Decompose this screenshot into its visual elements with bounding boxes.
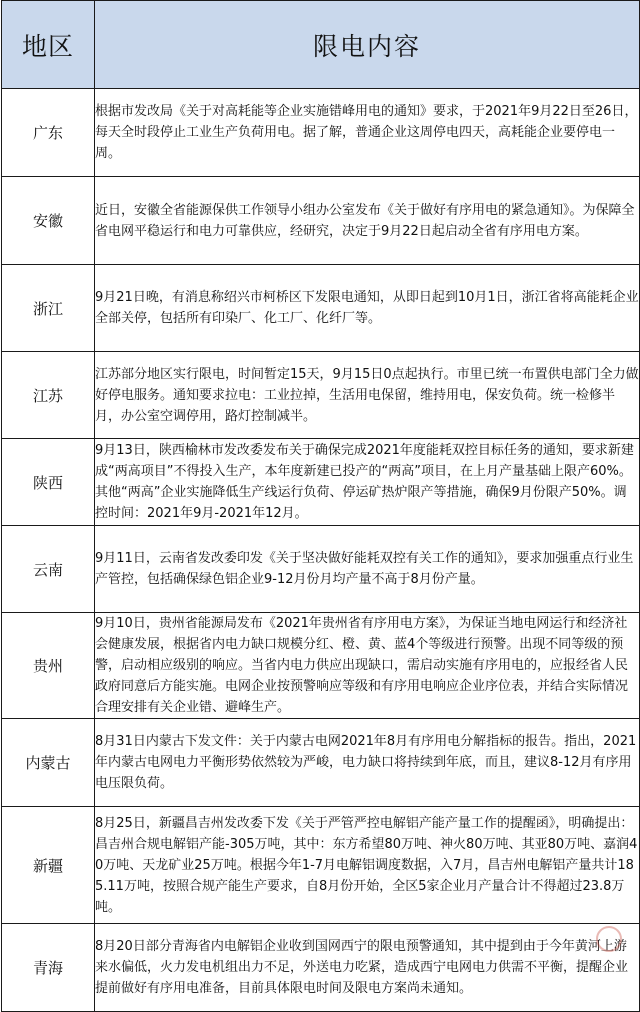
- content-cell: 9月11日，云南省发改委印发《关于坚决做好能耗双控有关工作的通知》，要求加强重点行业生产管控，包括确保绿色铝企业9-12月份月均产量不高于8月份产量。: [95, 526, 640, 613]
- table-row-guizhou: [2, 613, 640, 719]
- content-cell: 江苏部分地区实行限电，时间暂定15天，9月15日0点起执行。市里已统一布置供电部门全力做好停电服务。通知要求拉电：工业拉掉，生活用电保留，维持用电，保安负荷。统一检修半月，办公室空调停用，路灯控制减半。: [95, 352, 640, 439]
- table-row-yunnan: [2, 526, 640, 613]
- region-cell: 云南: [2, 526, 95, 613]
- region-cell: 新疆: [2, 807, 95, 924]
- content-cell: 9月13日，陕西榆林市发改委发布关于确保完成2021年度能耗双控目标任务的通知，要求新建成“两高项目”不得投入生产，本年度新建已投产的“两高”项目，在上月产量基础上限产60%。其他“两高”企业实施降低生产线运行负荷、停运矿热炉限产等措施，确保9月份限产50%。调控时间：2021年9月-2021年12月。: [95, 439, 640, 526]
- watermark-logo-icon: [596, 926, 622, 952]
- content-cell: 9月10日，贵州省能源局发布《2021年贵州省有序用电方案》，为保证当地电网运行和经济社会健康发展，根据省内电力缺口规模分红、橙、黄、蓝4个等级进行预警。出现不同等级的预警，启动相应级别的响应。当省内电力供应出现缺口，需启动实施有序用电的，应报经省人民政府同意后方能实施。电网企业按预警响应等级和有序用电响应企业序位表，并结合实际情况合理安排有关企业错、避峰生产。: [95, 613, 640, 719]
- table-row-anhui: [2, 177, 640, 265]
- watermark: [596, 926, 626, 952]
- region-cell: 浙江: [2, 265, 95, 352]
- table-row-shaanxi: [2, 439, 640, 526]
- table-row-qinghai: [2, 924, 640, 1012]
- region-cell: 江苏: [2, 352, 95, 439]
- region-cell: 陕西: [2, 439, 95, 526]
- region-cell: 青海: [2, 924, 95, 1012]
- table-row-guangdong: [2, 89, 640, 177]
- content-cell: 8月31日内蒙古下发文件：关于内蒙古电网2021年8月有序用电分解指标的报告。指出，2021年内蒙古电网电力平衡形势依然较为严峻，电力缺口将持续到年底，而且，建议8-12月有序用电压限负荷。: [95, 719, 640, 807]
- table-row-zhejiang: [2, 265, 640, 352]
- region-cell: 安徽: [2, 177, 95, 265]
- table-header-row: [2, 1, 640, 89]
- content-cell: 根据市发改局《关于对高耗能等企业实施错峰用电的通知》要求，于2021年9月22日至26日，每天全时段停止工业生产负荷用电。据了解，普通企业这周停电四天，高耗能企业要停电一周。: [95, 89, 640, 177]
- content-cell: 近日，安徽全省能源保供工作领导小组办公室发布《关于做好有序用电的紧急通知》。为保障全省电网平稳运行和电力可靠供应，经研究，决定于9月22日起启动全省有序用电方案。: [95, 177, 640, 265]
- region-cell: 贵州: [2, 613, 95, 719]
- header-region: 地区: [2, 1, 95, 89]
- content-cell: 9月21日晚，有消息称绍兴市柯桥区下发限电通知，从即日起到10月1日，浙江省将高能耗企业全部关停，包括所有印染厂、化工厂、化纤厂等。: [95, 265, 640, 352]
- content-cell: 8月25日，新疆昌吉州发改委下发《关于严管严控电解铝产能产量工作的提醒函》，明确提出：昌吉州合规电解铝产能-305万吨，其中：东方希望80万吨、神火80万吨、其亚80万吨、嘉润40万吨、天龙矿业25万吨。根据今年1-7月电解铝调度数据，入7月，昌吉州电解铝产量共计185.11万吨，按照合规产能生产要求，自8月份开始，全区5家企业月产量合计不得超过23.8万吨。: [95, 807, 640, 924]
- region-cell: 内蒙古: [2, 719, 95, 807]
- content-cell: 8月20日部分青海省内电解铝企业收到国网西宁的限电预警通知，其中提到由于今年黄河上游来水偏低，火力发电机组出力不足，外送电力吃紧，造成西宁电网电力供需不平衡，提醒企业提前做好有序用电准备，目前具体限电时间及限电方案尚未通知。: [95, 924, 640, 1012]
- region-cell: 广东: [2, 89, 95, 177]
- header-content: 限电内容: [95, 1, 640, 89]
- table-row-jiangsu: [2, 352, 640, 439]
- power-restriction-table: [1, 0, 640, 1012]
- table-row-xinjiang: [2, 807, 640, 924]
- table-row-inner-mongolia: [2, 719, 640, 807]
